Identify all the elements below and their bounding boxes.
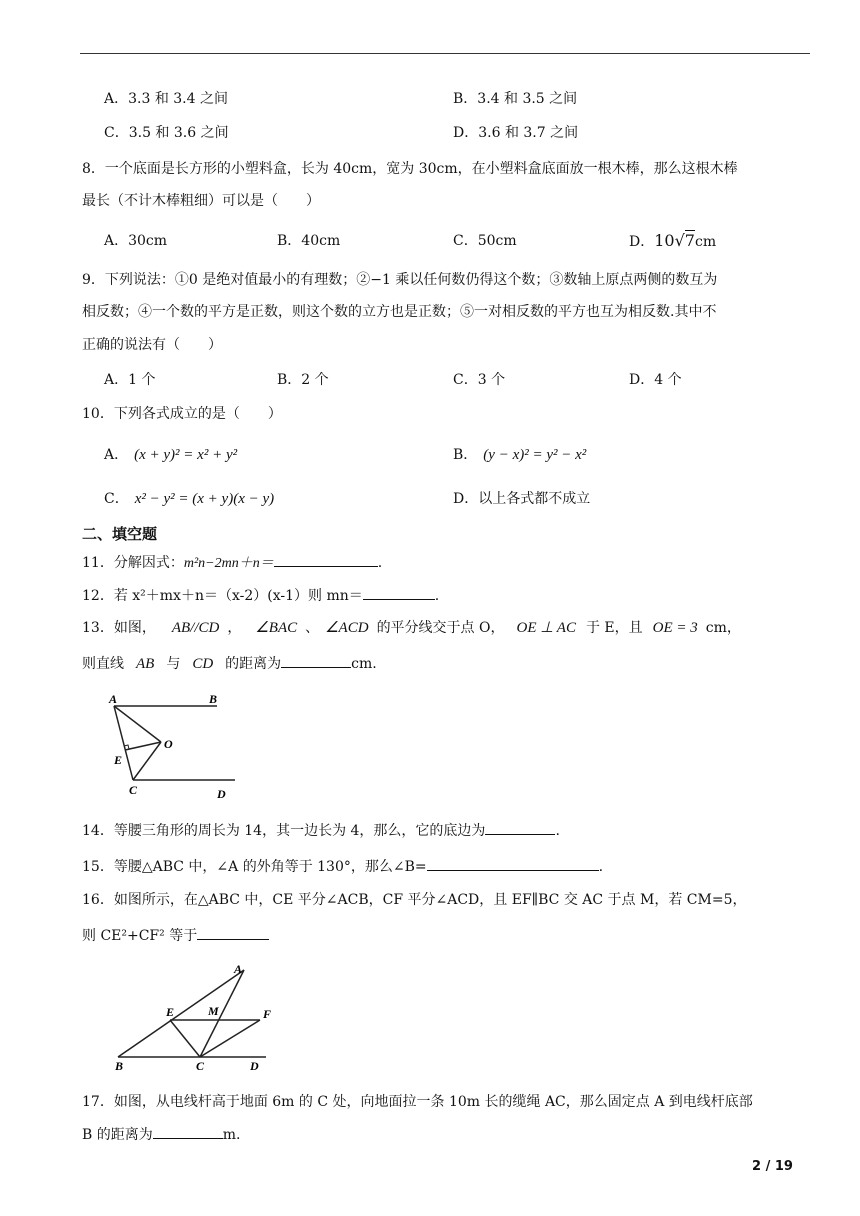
q13-line2-intro: 则直线 <box>82 656 124 672</box>
figure-parallel-lines-bisectors <box>105 690 240 802</box>
q10-option-a-label: A． <box>104 447 129 463</box>
q8-option-d-coef: 10 <box>654 231 675 250</box>
q16-line1: 16．如图所示，在△ABC 中，CE 平分∠ACB，CF 平分∠ACD，且 EF∥BC 交 AC 于点 M，若 CM=5， <box>82 892 747 908</box>
label-f: F <box>263 1007 272 1021</box>
segment-ac <box>114 706 133 780</box>
label-d: D <box>217 787 226 801</box>
label-o: O <box>164 737 173 751</box>
q15-prefix: 15．等腰△ABC 中，∠A 的外角等于 130°，那么∠B= <box>82 859 427 875</box>
page-number: 2 / 19 <box>752 1159 793 1174</box>
q10-option-c-expr: x² − y² = (x + y)(x − y) <box>134 491 275 507</box>
q10-option-a <box>104 445 237 465</box>
section-heading-fill-in: 二、填空题 <box>82 525 158 543</box>
q13-oe-perp-ac: OE ⊥ AC <box>516 620 576 636</box>
segment-ba <box>118 970 244 1057</box>
label-a: A <box>234 962 243 976</box>
q9-option-c: C．3 个 <box>453 372 506 388</box>
q8-option-c: C．50cm <box>453 233 517 249</box>
q13-sep2: 、 <box>305 620 320 636</box>
q13-unit1: cm， <box>705 620 741 636</box>
q13-mid: 的平分线交于点 O， <box>376 620 505 636</box>
q8-option-d-label: D． <box>629 234 655 250</box>
q7-option-a: A．3.3 和 3.4 之间 <box>104 91 228 107</box>
q13-intro: 13．如图， <box>82 620 156 636</box>
q12-suffix: . <box>434 588 440 604</box>
q13-angle-acd: ∠ACD <box>325 620 369 636</box>
answer-blank[interactable] <box>281 653 351 668</box>
q16-line2 <box>82 925 269 946</box>
q13-unit2: cm. <box>351 656 377 672</box>
segment-ao <box>114 706 161 742</box>
q11-suffix: . <box>377 555 383 571</box>
q10-option-a-expr: (x + y)² = x² + y² <box>134 447 238 463</box>
q11 <box>82 552 382 574</box>
answer-blank[interactable] <box>153 1124 223 1139</box>
q13-ab-parallel-cd: AB//CD <box>171 620 220 636</box>
sqrt-symbol: √ <box>674 231 685 250</box>
label-b: B <box>115 1059 124 1072</box>
q8-option-d-unit: cm <box>694 234 717 250</box>
q15 <box>82 856 603 877</box>
q14 <box>82 820 560 841</box>
q13-oe-value: OE = 3 <box>652 620 698 636</box>
answer-blank[interactable] <box>485 820 555 835</box>
label-a: A <box>109 692 118 706</box>
q12 <box>82 585 439 606</box>
q9-stem-line1: 9．下列说法：①0 是绝对值最小的有理数；②−1 乘以任何数仍得这个数；③数轴上原点两侧的数互为 <box>82 272 718 288</box>
label-d: D <box>250 1059 259 1072</box>
answer-blank[interactable] <box>197 925 269 940</box>
q17-line2-prefix: B 的距离为 <box>82 1127 153 1143</box>
q7-option-c: C．3.5 和 3.6 之间 <box>104 125 229 141</box>
answer-blank[interactable] <box>363 585 435 600</box>
label-e: E <box>114 753 123 767</box>
q8-option-d <box>629 231 716 252</box>
q13-angle-bac: ∠BAC <box>255 620 298 636</box>
label-m: M <box>208 1004 219 1018</box>
answer-blank[interactable] <box>427 856 599 871</box>
q17-line2 <box>82 1124 240 1145</box>
q9-option-a: A．1 个 <box>104 372 156 388</box>
answer-blank[interactable] <box>274 552 378 567</box>
q8-option-d-radicand: 7 <box>684 231 695 250</box>
q12-prefix: 12．若 x²＋mx＋n＝（x-2）(x-1）则 mn＝ <box>82 588 363 604</box>
q10-option-b-label: B． <box>453 447 478 463</box>
q9-stem-line2: 相反数；④一个数的平方是正数，则这个数的立方也是正数；⑤一对相反数的平方也互为相反数.其中不 <box>82 304 717 320</box>
q10-option-d: D．以上各式都不成立 <box>453 491 591 507</box>
header-rule <box>80 53 810 54</box>
q9-option-d: D．4 个 <box>629 372 682 388</box>
q7-option-d: D．3.6 和 3.7 之间 <box>453 125 579 141</box>
label-b: B <box>209 692 218 706</box>
q13-sep1: ， <box>227 620 242 636</box>
figure-triangle-angle-bisectors <box>110 960 278 1072</box>
q14-prefix: 14．等腰三角形的周长为 14，其一边长为 4，那么，它的底边为 <box>82 823 486 839</box>
q10-option-c-label: C． <box>104 491 129 507</box>
q17-line1: 17．如图，从电线杆高于地面 6m 的 C 处，向地面拉一条 10m 长的缆绳 AC，那么固定点 A 到电线杆底部 <box>82 1094 753 1110</box>
q13-with: 与 <box>166 656 181 672</box>
q8-stem-line1: 8．一个底面是长方形的小塑料盒，长为 40cm，宽为 30cm，在小塑料盒底面放一根木棒，那么这根木棒 <box>82 161 738 177</box>
segment-ce <box>170 1020 200 1057</box>
q13-dist: 的距离为 <box>225 656 282 672</box>
q10-option-b <box>453 445 586 465</box>
q13-line2 <box>82 653 377 674</box>
q8-option-b: B．40cm <box>277 233 341 249</box>
label-e: E <box>166 1005 175 1019</box>
label-c: C <box>196 1059 205 1072</box>
q8-stem-line2: 最长（不计木棒粗细）可以是（ ） <box>82 193 320 209</box>
q11-expr: m²n−2mn＋n＝ <box>183 556 274 571</box>
q13-at-e: 于 E，且 <box>585 620 643 636</box>
label-c: C <box>129 783 138 797</box>
q17-line2-suffix: m. <box>222 1127 241 1143</box>
q13-cd: CD <box>192 656 214 672</box>
q10-option-b-expr: (y − x)² = y² − x² <box>483 447 587 463</box>
q8-option-a: A．30cm <box>104 233 168 249</box>
q13-ab: AB <box>136 656 155 672</box>
q14-suffix: . <box>555 823 560 839</box>
q10-option-c <box>104 489 274 509</box>
q16-line2-prefix: 则 CE²+CF² 等于 <box>82 928 198 944</box>
q7-option-b: B．3.4 和 3.5 之间 <box>453 91 578 107</box>
q13-line1 <box>82 618 741 638</box>
q10-stem: 10．下列各式成立的是（ ） <box>82 406 282 422</box>
q9-option-b: B．2 个 <box>277 372 329 388</box>
q11-prefix: 11．分解因式： <box>82 555 184 571</box>
q15-suffix: . <box>598 859 604 875</box>
q9-stem-line3: 正确的说法有（ ） <box>82 337 222 353</box>
